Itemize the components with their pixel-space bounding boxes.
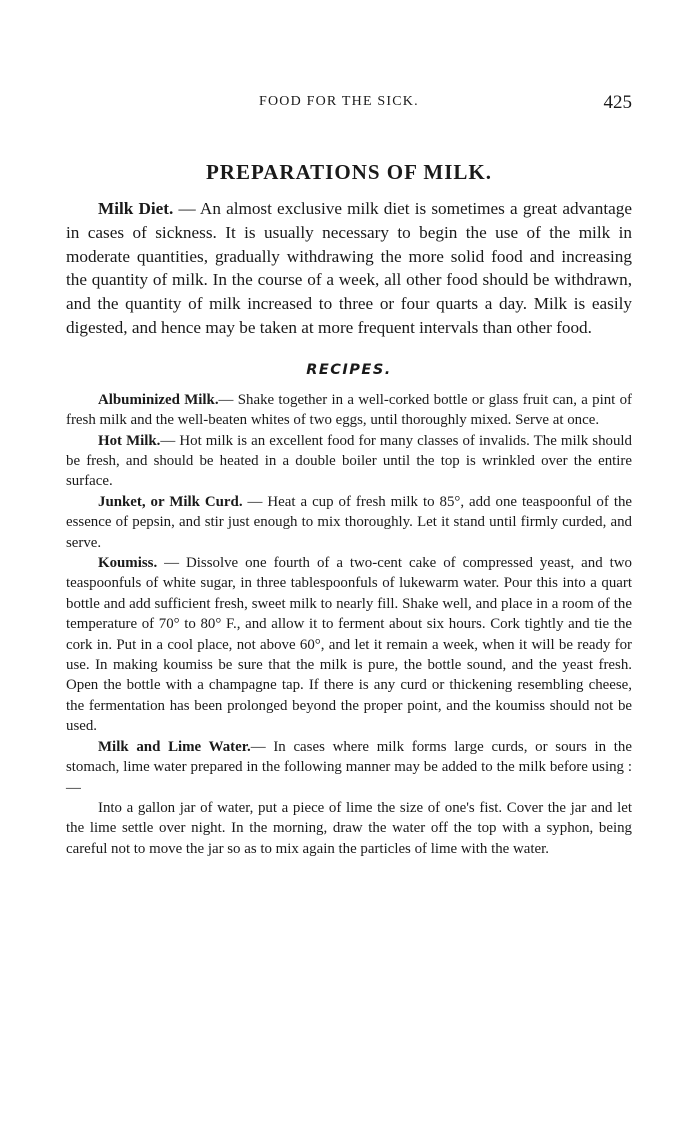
book-page	[66, 92, 632, 859]
recipe-text: — Hot milk is an excellent food for many classes of invalids. The milk should be fresh, and should be heated in a double boiler until the top is wrinkled over the entire surface.	[66, 432, 632, 490]
milk-diet-label: Milk Diet.	[98, 199, 174, 218]
milk-diet-paragraph	[66, 197, 632, 340]
section-title: PREPARATIONS OF MILK.	[205, 160, 493, 184]
recipe-albuminized-milk	[66, 390, 632, 431]
recipe-milk-and-lime-water	[66, 737, 632, 798]
recipe-text: — Dissolve one fourth of a two-cent cake of compressed yeast, and two teaspoonfuls of white sugar, in three tablespoonfuls of lukewarm water. Pour this into a quart bottle and add sufficient fresh, sweet milk to nearly fill. Shake well, and place in a room of the temperature of 70° to 80° F., and allow it to ferment about six hours. Cork tightly and tie the cork in. Put in a cool place, not above 60°, and let it remain a week, when it will be ready for use. In making koumiss be sure that the milk is pure, the bottle sound, and the yeast fresh. Open the bottle with a champagne tap. If there is any curd or thickening resembling cheese, the fermentation has been prolonged beyond the proper point, and the koumiss should not be used.	[66, 555, 632, 735]
recipe-label: Junket, or Milk Curd.	[98, 493, 243, 510]
lime-water-instructions: Into a gallon jar of water, put a piece of lime the size of one's fist. Cover the jar and let the lime settle over night. In the morning, draw the water off the top with a syphon, being careful not to move the jar so as to mix again the particles of lime with the water.	[66, 799, 632, 857]
running-head	[66, 92, 632, 120]
recipe-text: — Heat a cup of fresh milk to 85°, add one teaspoonful of the essence of pepsin, and stir just enough to mix thoroughly. Let it stand until firmly curded, and serve.	[66, 493, 633, 551]
recipe-label: Hot Milk.	[98, 432, 161, 449]
recipe-text: — In cases where milk forms large curds, or sours in the stomach, lime water prepared in the following manner may be added to the milk before using : —	[66, 738, 632, 796]
page-number: 425	[603, 92, 632, 113]
milk-diet-text: — An almost exclusive milk diet is sometimes a great advantage in cases of sickness. It is usually necessary to begin the use of the milk in moderate quantities, gradually withdrawing the more solid food and increasing the quantity of milk. In the course of a week, all other food should be withdrawn, and the quantity of milk increased to three or four quarts a day. Milk is easily digested, and hence may be taken at more frequent intervals than other food.	[66, 199, 632, 337]
recipe-text: — Shake together in a well-corked bottle or glass fruit can, a pint of fresh milk and the well-beaten whites of two eggs, until thoroughly mixed. Serve at once.	[66, 391, 633, 429]
recipe-label: Koumiss.	[98, 555, 158, 572]
recipe-koumiss	[66, 553, 632, 737]
recipes-heading: RECIPES.	[306, 361, 392, 378]
recipe-label: Milk and Lime Water.	[98, 738, 251, 755]
recipe-junket	[66, 492, 632, 553]
running-title: FOOD FOR THE SICK.	[259, 94, 419, 109]
recipe-hot-milk	[66, 431, 632, 492]
recipe-label: Albuminized Milk.	[98, 391, 219, 408]
